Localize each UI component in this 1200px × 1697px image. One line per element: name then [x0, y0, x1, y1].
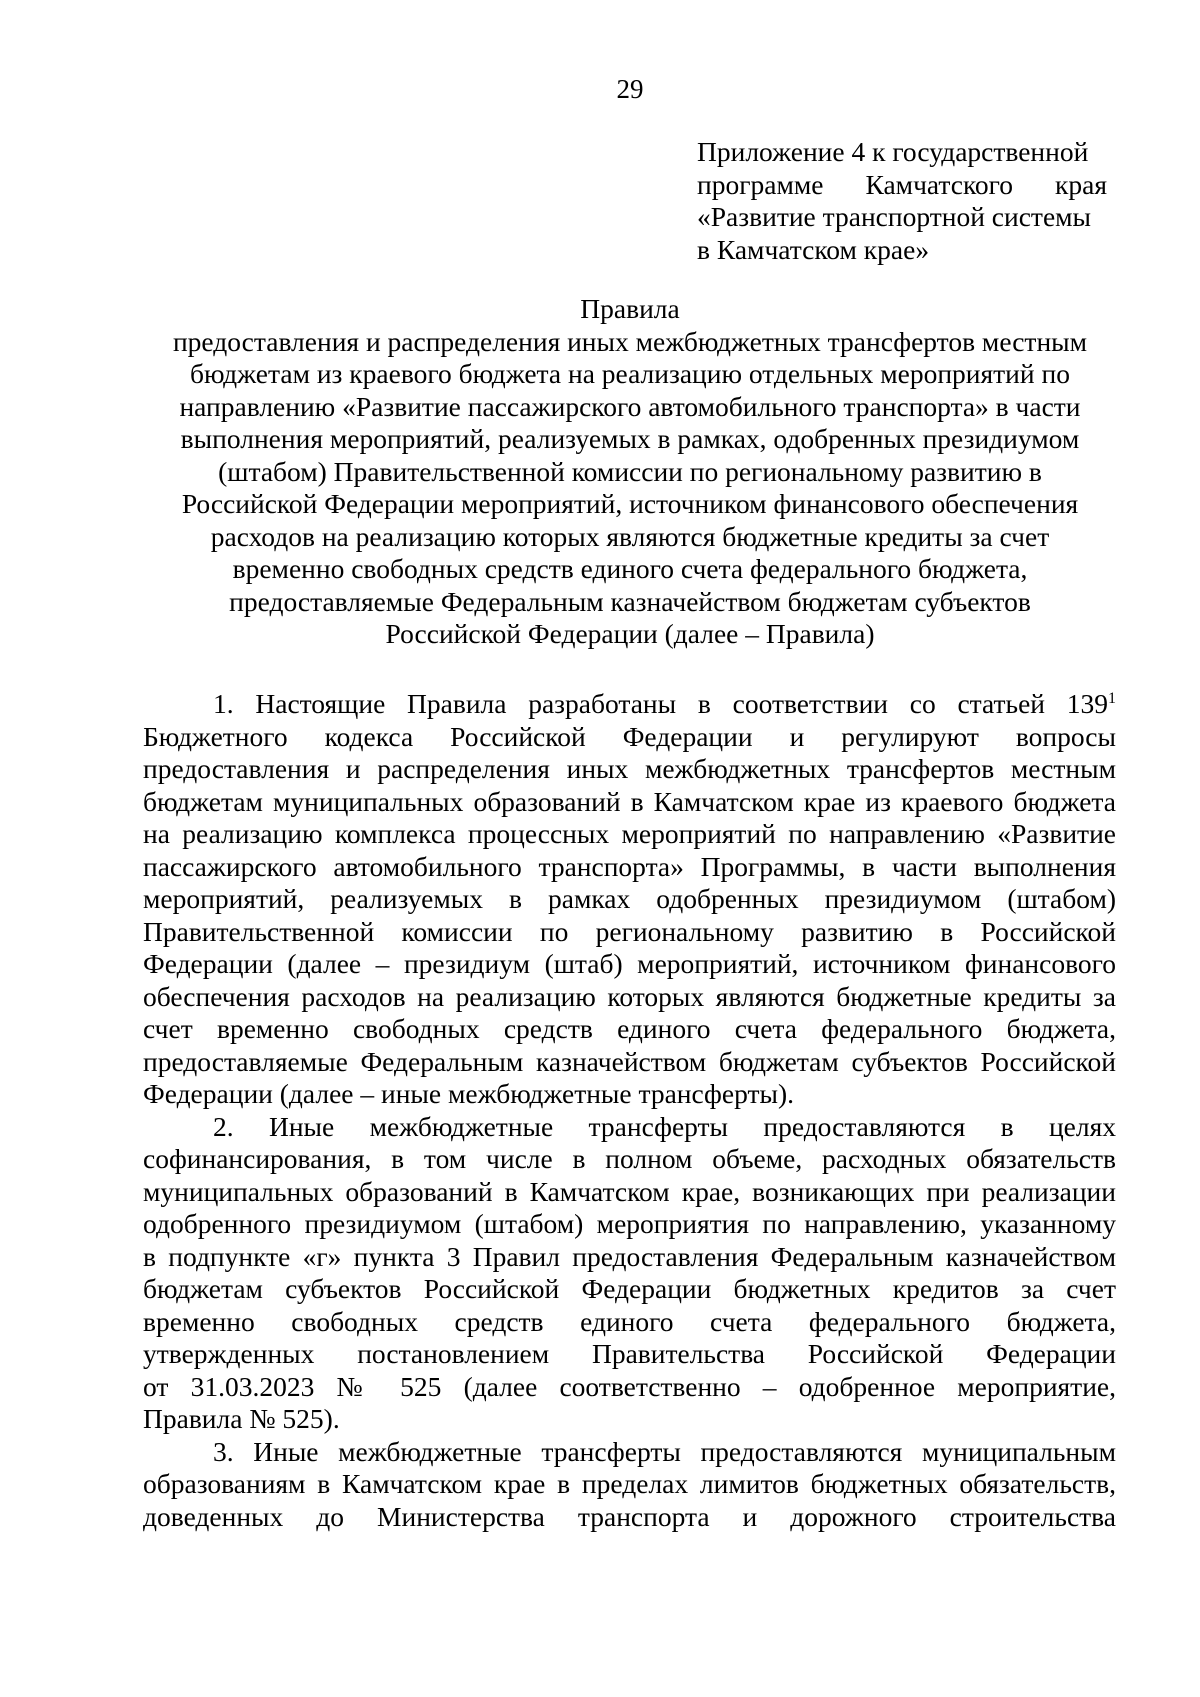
paragraph-1-line: Федерации (далее – иные межбюджетные трансферты).: [143, 1078, 794, 1109]
paragraph-1-line: счет временно свободных средств единого счета федерального бюджета,: [143, 1013, 1116, 1044]
paragraph-1-line: Правительственной комиссии по региональному развитию в Российской: [143, 915, 1116, 947]
appendix-line: Приложение 4 к государственной: [697, 136, 1089, 167]
paragraph-3-line: образованиям в Камчатском крае в пределах лимитов бюджетных обязательств,: [143, 1468, 1116, 1499]
title-line: предоставления и распределения иных межбюджетных трансфертов местным: [172, 325, 1088, 357]
paragraph-1-line: на реализацию комплекса процессных мероприятий по направлению «Развитие: [143, 818, 1116, 849]
paragraph-1-line: Бюджетного кодекса Российской Федерации и регулируют вопросы: [143, 720, 1116, 752]
document-body: [143, 688, 1116, 1533]
paragraph-2-line: муниципальных образований в Камчатском крае, возникающих при реализации: [143, 1175, 1116, 1207]
paragraph-2-line: от 31.03.2023 № 525 (далее соответственно – одобренное мероприятие,: [143, 1370, 1116, 1402]
title-line: (штабом) Правительственной комиссии по региональному развитию в: [218, 455, 1042, 487]
title-line: Российской Федерации (далее – Правила): [385, 618, 875, 649]
appendix-line: программе Камчатского края: [697, 168, 1107, 200]
paragraph-1-line: Федерации (далее – президиум (штаб) мероприятий, источником финансового: [143, 948, 1116, 979]
paragraph-2-line: Правила № 525).: [143, 1403, 340, 1434]
title-line: Российской Федерации мероприятий, источником финансового обеспечения: [181, 488, 1079, 519]
paragraph-1-line: мероприятий, реализуемых в рамках одобренных президиумом (штабом): [143, 883, 1116, 914]
paragraph-2-line: временно свободных средств единого счета федерального бюджета,: [143, 1305, 1116, 1337]
paragraph-1-line: пассажирского автомобильного транспорта» Программы, в части выполнения: [143, 850, 1116, 882]
paragraph-3-line: доведенных до Министерства транспорта и дорожного строительства: [143, 1500, 1116, 1532]
title-line: расходов на реализацию которых являются бюджетные кредиты за счет: [210, 520, 1050, 552]
page-number: 29: [616, 74, 644, 104]
paragraph-1-line: бюджетам муниципальных образований в Камчатском крае из краевого бюджета: [143, 785, 1116, 817]
title-line: предоставляемые Федеральным казначейством бюджетам субъектов: [229, 585, 1031, 617]
paragraph-1-line: предоставляемые Федеральным казначейством бюджетам субъектов Российской: [143, 1045, 1116, 1077]
paragraph-2-line: одобренного президиумом (штабом) мероприятия по направлению, указанному: [143, 1208, 1116, 1239]
paragraph-1-first-line: 1. Настоящие Правила разработаны в соответствии со статьей 139: [213, 688, 1108, 719]
document-title: [120, 293, 1140, 651]
title-line: бюджетам из краевого бюджета на реализацию отдельных мероприятий по: [190, 358, 1070, 389]
appendix-line: в Камчатском крае»: [697, 233, 930, 265]
paragraph-1-line: предоставления и распределения иных межбюджетных трансфертов местным: [143, 753, 1116, 784]
appendix-header: [697, 136, 1107, 266]
title-line: направлению «Развитие пассажирского автомобильного транспорта» в части: [179, 390, 1081, 422]
paragraph-2-line: утвержденных постановлением Правительства Российской Федерации: [143, 1338, 1116, 1369]
paragraph-2-line: бюджетам субъектов Российской Федерации бюджетных кредитов за счет: [143, 1273, 1116, 1304]
paragraph-2-line: в подпункте «г» пункта 3 Правил предоставления Федеральным казначейством: [143, 1240, 1116, 1272]
title-line: временно свободных средств единого счета федерального бюджета,: [232, 553, 1028, 584]
paragraph-1-line: [143, 688, 1116, 721]
title-heading: Правила: [580, 293, 680, 324]
paragraph-1-line: обеспечения расходов на реализацию которых являются бюджетные кредиты за: [143, 980, 1116, 1012]
title-line: выполнения мероприятий, реализуемых в рамках, одобренных президиумом: [180, 423, 1080, 454]
paragraph-3-line: 3. Иные межбюджетные трансферты предоставляются муниципальным: [213, 1435, 1116, 1467]
superscript-mark: 1: [1108, 690, 1116, 707]
paragraph-2-line: софинансирования, в том числе в полном объеме, расходных обязательств: [143, 1143, 1116, 1174]
appendix-line: «Развитие транспортной системы: [697, 201, 1092, 232]
paragraph-2-line: 2. Иные межбюджетные трансферты предоставляются в целях: [213, 1110, 1116, 1142]
